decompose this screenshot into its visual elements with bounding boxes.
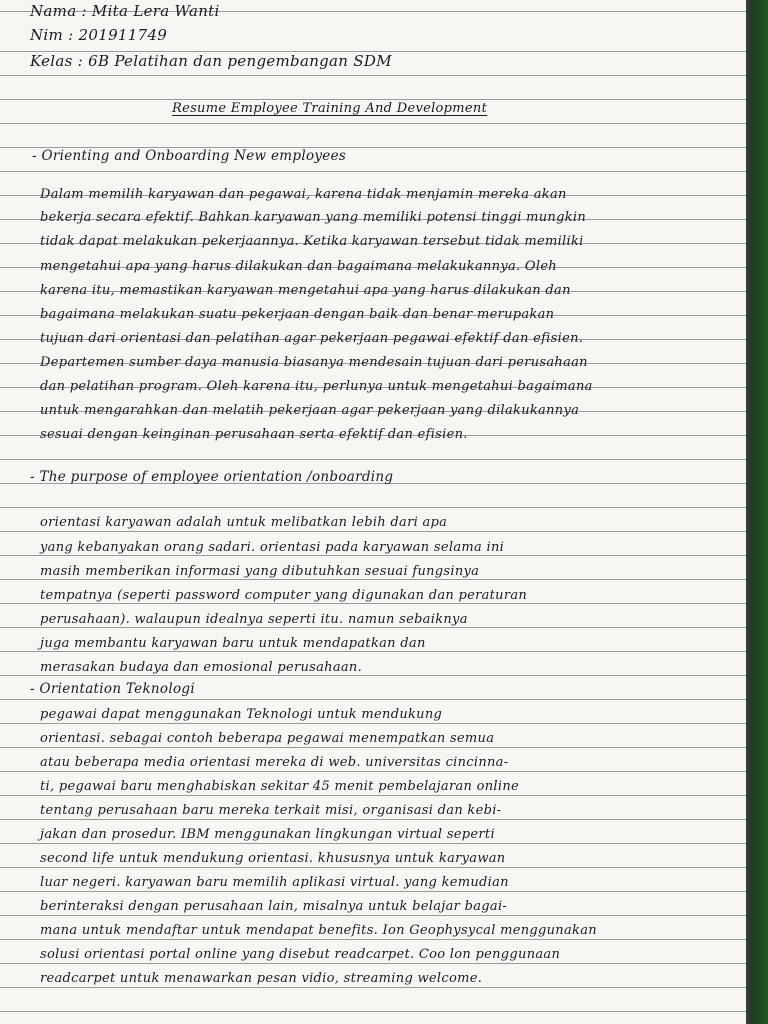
text-line: tempatnya (seperti password computer yang digunakan dan peraturan — [40, 588, 528, 603]
text-line: second life untuk mendukung orientasi. khususnya untuk karyawan — [40, 851, 506, 866]
text-line: tujuan dari orientasi dan pelatihan agar pekerjaan pegawai efektif dan efisien. — [40, 331, 584, 346]
text-line: juga membantu karyawan baru untuk mendapatkan dan — [40, 636, 426, 651]
text-line: Departemen sumber daya manusia biasanya mendesain tujuan dari perusahaan — [40, 355, 588, 370]
text-line: bekerja secara efektif. Bahkan karyawan yang memiliki potensi tinggi mungkin — [40, 210, 587, 225]
text-line: solusi orientasi portal online yang disebut readcarpet. Coo lon penggunaan — [40, 947, 561, 962]
text-line: untuk mengarahkan dan melatih pekerjaan agar pekerjaan yang dilakukannya — [40, 403, 580, 418]
section-heading-technology: - Orientation Teknologi — [30, 681, 195, 697]
page-title: Resume Employee Training And Development — [172, 101, 488, 116]
text-line: merasakan budaya dan emosional perusahaan. — [40, 660, 363, 675]
text-line: orientasi. sebagai contoh beberapa pegawai menempatkan semua — [40, 731, 495, 746]
text-line: yang kebanyakan orang sadari. orientasi pada karyawan selama ini — [40, 540, 505, 555]
student-nim: Nim : 201911749 — [30, 26, 168, 44]
text-line: ti, pegawai baru menghabiskan sekitar 45 menit pembelajaran online — [40, 779, 520, 794]
text-line: atau beberapa media orientasi mereka di web. universitas cincinna- — [40, 755, 509, 770]
section-heading-orienting: - Orienting and Onboarding New employees — [32, 148, 347, 164]
text-line: dan pelatihan program. Oleh karena itu, perlunya untuk mengetahui bagaimana — [40, 379, 593, 394]
student-class: Kelas : 6B Pelatihan dan pengembangan SDM — [30, 52, 392, 70]
text-line: karena itu, memastikan karyawan mengetahui apa yang harus dilakukan dan — [40, 283, 571, 298]
text-line: perusahaan). walaupun idealnya seperti itu. namun sebaiknya — [40, 612, 468, 627]
text-line: sesuai dengan keinginan perusahaan serta efektif dan efisien. — [40, 427, 468, 442]
student-name: Nama : Mita Lera Wanti — [30, 2, 220, 20]
text-line: orientasi karyawan adalah untuk melibatkan lebih dari apa — [40, 515, 448, 530]
notebook-binding-edge — [746, 0, 768, 1024]
text-line: jakan dan prosedur. IBM menggunakan lingkungan virtual seperti — [40, 827, 495, 842]
text-line: luar negeri. karyawan baru memilih aplikasi virtual. yang kemudian — [40, 875, 509, 890]
text-line: bagaimana melakukan suatu pekerjaan dengan baik dan benar merupakan — [40, 307, 555, 322]
text-line: masih memberikan informasi yang dibutuhkan sesuai fungsinya — [40, 564, 480, 579]
text-line: pegawai dapat menggunakan Teknologi untuk mendukung — [40, 707, 443, 722]
text-line: readcarpet untuk menawarkan pesan vidio, streaming welcome. — [40, 971, 483, 986]
text-line: tentang perusahaan baru mereka terkait misi, organisasi dan kebi- — [40, 803, 502, 818]
text-line: berinteraksi dengan perusahaan lain, misalnya untuk belajar bagai- — [40, 899, 508, 914]
text-line: mengetahui apa yang harus dilakukan dan bagaimana melakukannya. Oleh — [40, 259, 557, 274]
section-heading-purpose: - The purpose of employee orientation /onboarding — [30, 469, 394, 485]
text-line: tidak dapat melakukan pekerjaannya. Ketika karyawan tersebut tidak memiliki — [40, 234, 584, 249]
text-line: mana untuk mendaftar untuk mendapat benefits. Ion Geophysycal menggunakan — [40, 923, 597, 938]
text-line: Dalam memilih karyawan dan pegawai, karena tidak menjamin mereka akan — [40, 187, 567, 202]
